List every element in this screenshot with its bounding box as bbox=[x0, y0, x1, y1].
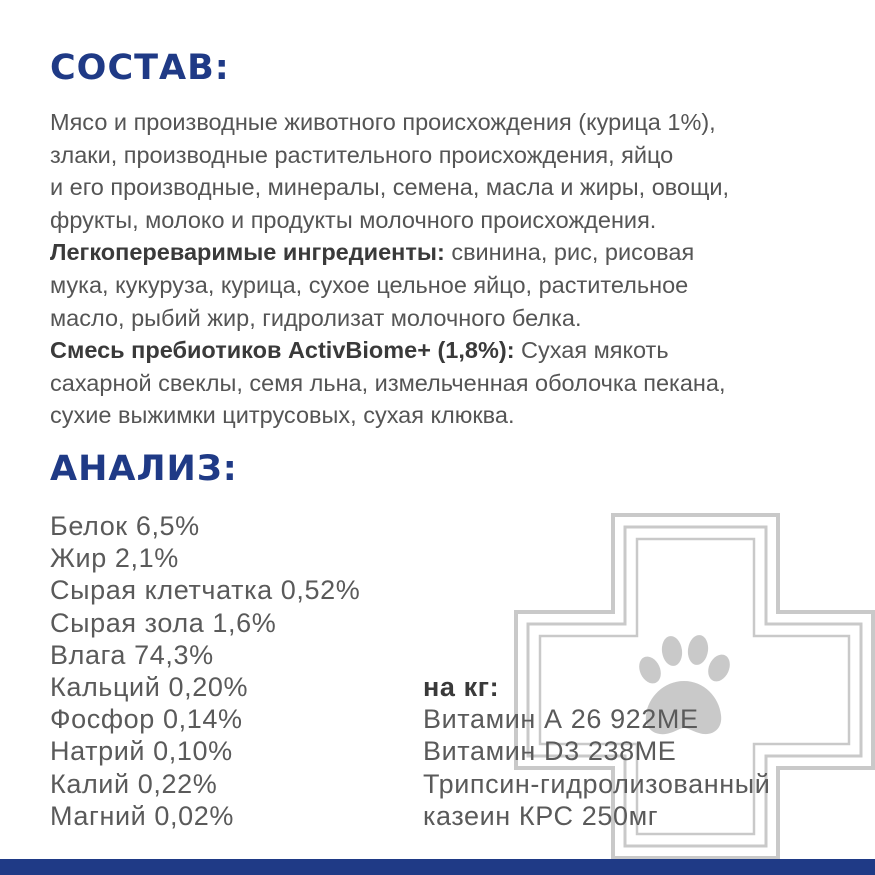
composition-heading: СОСТАВ: bbox=[50, 48, 230, 88]
analysis-item: Калий 0,22% bbox=[50, 768, 218, 799]
analysis-list bbox=[50, 510, 360, 832]
per-kg-item: Трипсин-гидролизованный bbox=[423, 768, 771, 799]
analysis-heading: АНАЛИЗ: bbox=[50, 449, 238, 489]
analysis-item: Натрий 0,10% bbox=[50, 736, 233, 767]
composition-line: фрукты, молоко и продукты молочного происхождения. bbox=[50, 206, 657, 233]
composition-text bbox=[50, 106, 850, 432]
prebiotics-line bbox=[50, 334, 850, 367]
analysis-item: Белок 6,5% bbox=[50, 511, 200, 541]
composition-line: Мясо и производные животного происхождения (курица 1%), bbox=[50, 109, 716, 135]
bottom-bar bbox=[0, 859, 875, 875]
per-kg-item: казеин КРС 250мг bbox=[423, 800, 659, 831]
prebiotics-text: Сухая мякоть bbox=[514, 337, 669, 364]
analysis-item: Сырая зола 1,6% bbox=[50, 607, 277, 638]
digestible-line bbox=[50, 236, 850, 269]
digestible-line: мука, кукуруза, курица, сухое цельное яйцо, растительное bbox=[50, 271, 689, 298]
composition-line: злаки, производные растительного происхождения, яйцо bbox=[50, 141, 674, 168]
analysis-item: Фосфор 0,14% bbox=[50, 704, 243, 735]
digestible-text: свинина, рис, рисовая bbox=[444, 239, 695, 266]
analysis-item: Кальций 0,20% bbox=[50, 672, 249, 703]
prebiotics-line: сахарной свеклы, семя льна, измельченная оболочка пекана, bbox=[50, 369, 726, 396]
analysis-item: Магний 0,02% bbox=[50, 800, 234, 831]
per-kg-item: Витамин А 26 922МЕ bbox=[423, 704, 699, 735]
prebiotics-line: сухие выжимки цитрусовых, сухая клюква. bbox=[50, 402, 515, 429]
prebiotics-label: Смесь пребиотиков ActivBiome+ (1,8%): bbox=[50, 337, 515, 364]
analysis-item: Жир 2,1% bbox=[50, 543, 179, 574]
digestible-label: Легкопереваримые ингредиенты: bbox=[50, 239, 445, 266]
per-kg-item: Витамин D3 238МЕ bbox=[423, 736, 677, 767]
digestible-line: масло, рыбий жир, гидролизат молочного белка. bbox=[50, 304, 582, 331]
analysis-item: Влага 74,3% bbox=[50, 639, 214, 670]
analysis-item: Сырая клетчатка 0,52% bbox=[50, 575, 361, 606]
composition-line: и его производные, минералы, семена, масла и жиры, овощи, bbox=[50, 174, 730, 201]
per-kg-list bbox=[423, 671, 770, 832]
per-kg-title: на кг: bbox=[423, 672, 500, 702]
